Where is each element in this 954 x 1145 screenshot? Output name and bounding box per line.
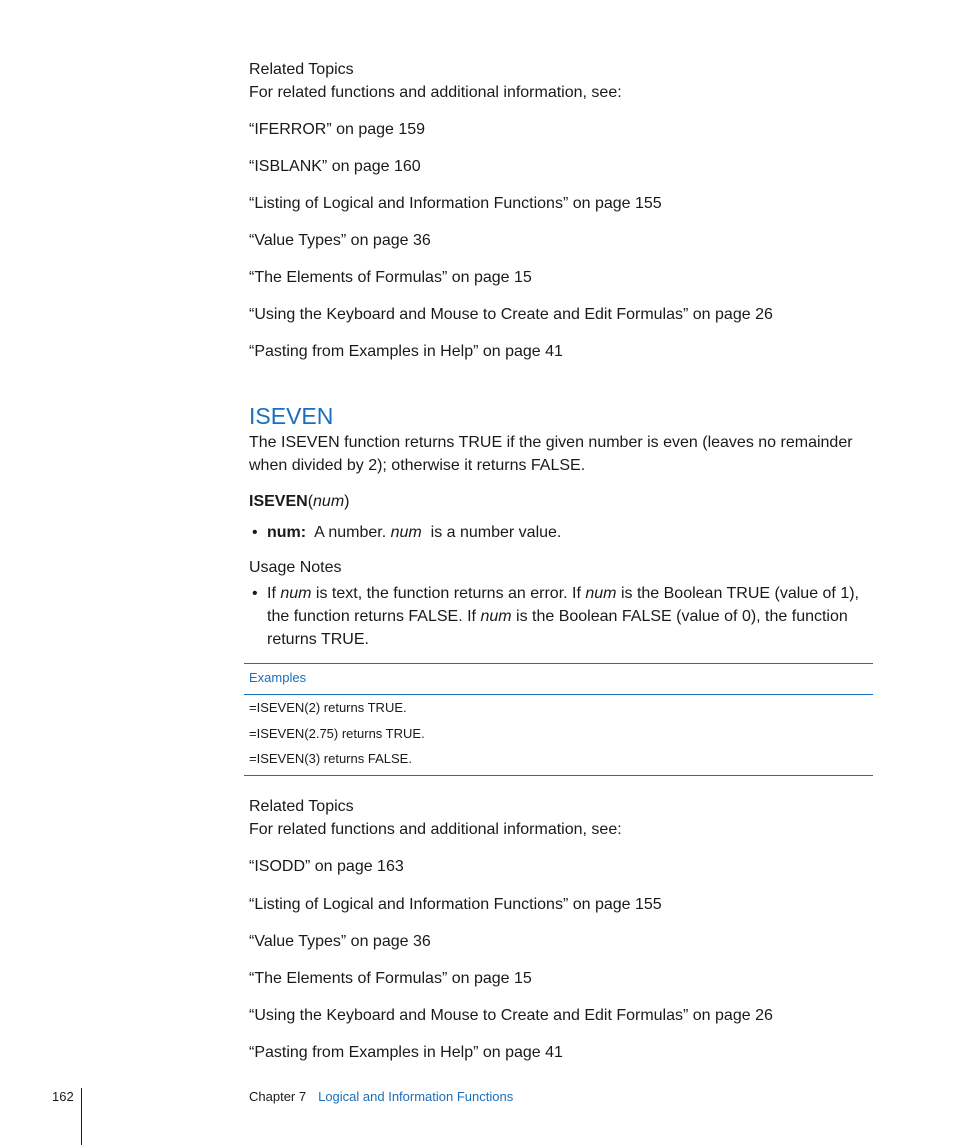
usage-text-1: If [267,585,281,602]
related-link-elements-of-formulas[interactable]: “The Elements of Formulas” on page 15 [249,269,532,286]
related-topics-heading-2: Related Topics [249,798,354,815]
related-link-value-types[interactable]: “Value Types” on page 36 [249,232,431,249]
usage-text-4: is the Boolean FALSE (value of 0), the function returns TRUE. [267,608,848,648]
argument-item [249,521,864,544]
usage-notes-heading: Usage Notes [249,559,342,576]
section-title: ISEVEN [249,403,334,429]
function-syntax [249,492,349,512]
example-row: =ISEVEN(3) returns FALSE. [249,751,412,766]
chapter-label: Chapter 7 [249,1089,307,1104]
function-description: The ISEVEN function returns TRUE if the given number is even (leaves no remainder when divided by 2); otherwise it returns FALSE. [249,434,853,474]
syntax-arg: num [313,493,345,510]
usage-italic-1: num [280,585,312,602]
argument-label: num: [267,524,307,541]
related-link-value-types-2[interactable]: “Value Types” on page 36 [249,933,431,950]
usage-italic-3: num [480,608,512,625]
related-link-listing[interactable]: “Listing of Logical and Information Functions” on page 155 [249,195,662,212]
footer-chapter [249,1089,513,1104]
footer-divider [81,1088,82,1145]
usage-note-item [249,582,864,651]
bullet-icon: • [252,585,258,602]
related-topics-intro-2: For related functions and additional information, see: [249,821,622,838]
example-row: =ISEVEN(2.75) returns TRUE. [249,726,425,741]
related-link-listing-2[interactable]: “Listing of Logical and Information Functions” on page 155 [249,896,662,913]
syntax-name: ISEVEN [249,493,308,510]
syntax-open: ( [307,493,314,510]
page-number: 162 [52,1089,74,1104]
examples-table [244,663,873,776]
related-link-pasting-examples-2[interactable]: “Pasting from Examples in Help” on page 41 [249,1044,563,1061]
related-link-isblank[interactable]: “ISBLANK” on page 160 [249,158,421,175]
related-link-keyboard-mouse-2[interactable]: “Using the Keyboard and Mouse to Create and Edit Formulas” on page 26 [249,1007,773,1024]
argument-text-a: A number. [314,524,387,541]
argument-text-b: is a number value. [430,524,562,541]
related-link-iferror[interactable]: “IFERROR” on page 159 [249,121,426,138]
related-link-elements-of-formulas-2[interactable]: “The Elements of Formulas” on page 15 [249,970,532,987]
examples-divider [244,694,873,695]
related-link-isodd[interactable]: “ISODD” on page 163 [249,858,404,875]
usage-italic-2: num [585,585,617,602]
argument-italic: num [390,524,422,541]
bullet-icon: • [252,524,258,541]
related-link-pasting-examples[interactable]: “Pasting from Examples in Help” on page 41 [249,343,563,360]
related-link-keyboard-mouse[interactable]: “Using the Keyboard and Mouse to Create and Edit Formulas” on page 26 [249,306,773,323]
related-topics-intro: For related functions and additional information, see: [249,84,622,101]
usage-text-2: is text, the function returns an error. If [311,585,586,602]
example-row: =ISEVEN(2) returns TRUE. [249,700,407,715]
chapter-title-link[interactable]: Logical and Information Functions [318,1089,514,1104]
syntax-close: ) [344,493,350,510]
examples-heading: Examples [249,670,307,685]
usage-text-3: is the Boolean TRUE (value of 1), the function returns FALSE. If [267,585,859,625]
related-topics-heading: Related Topics [249,61,354,78]
